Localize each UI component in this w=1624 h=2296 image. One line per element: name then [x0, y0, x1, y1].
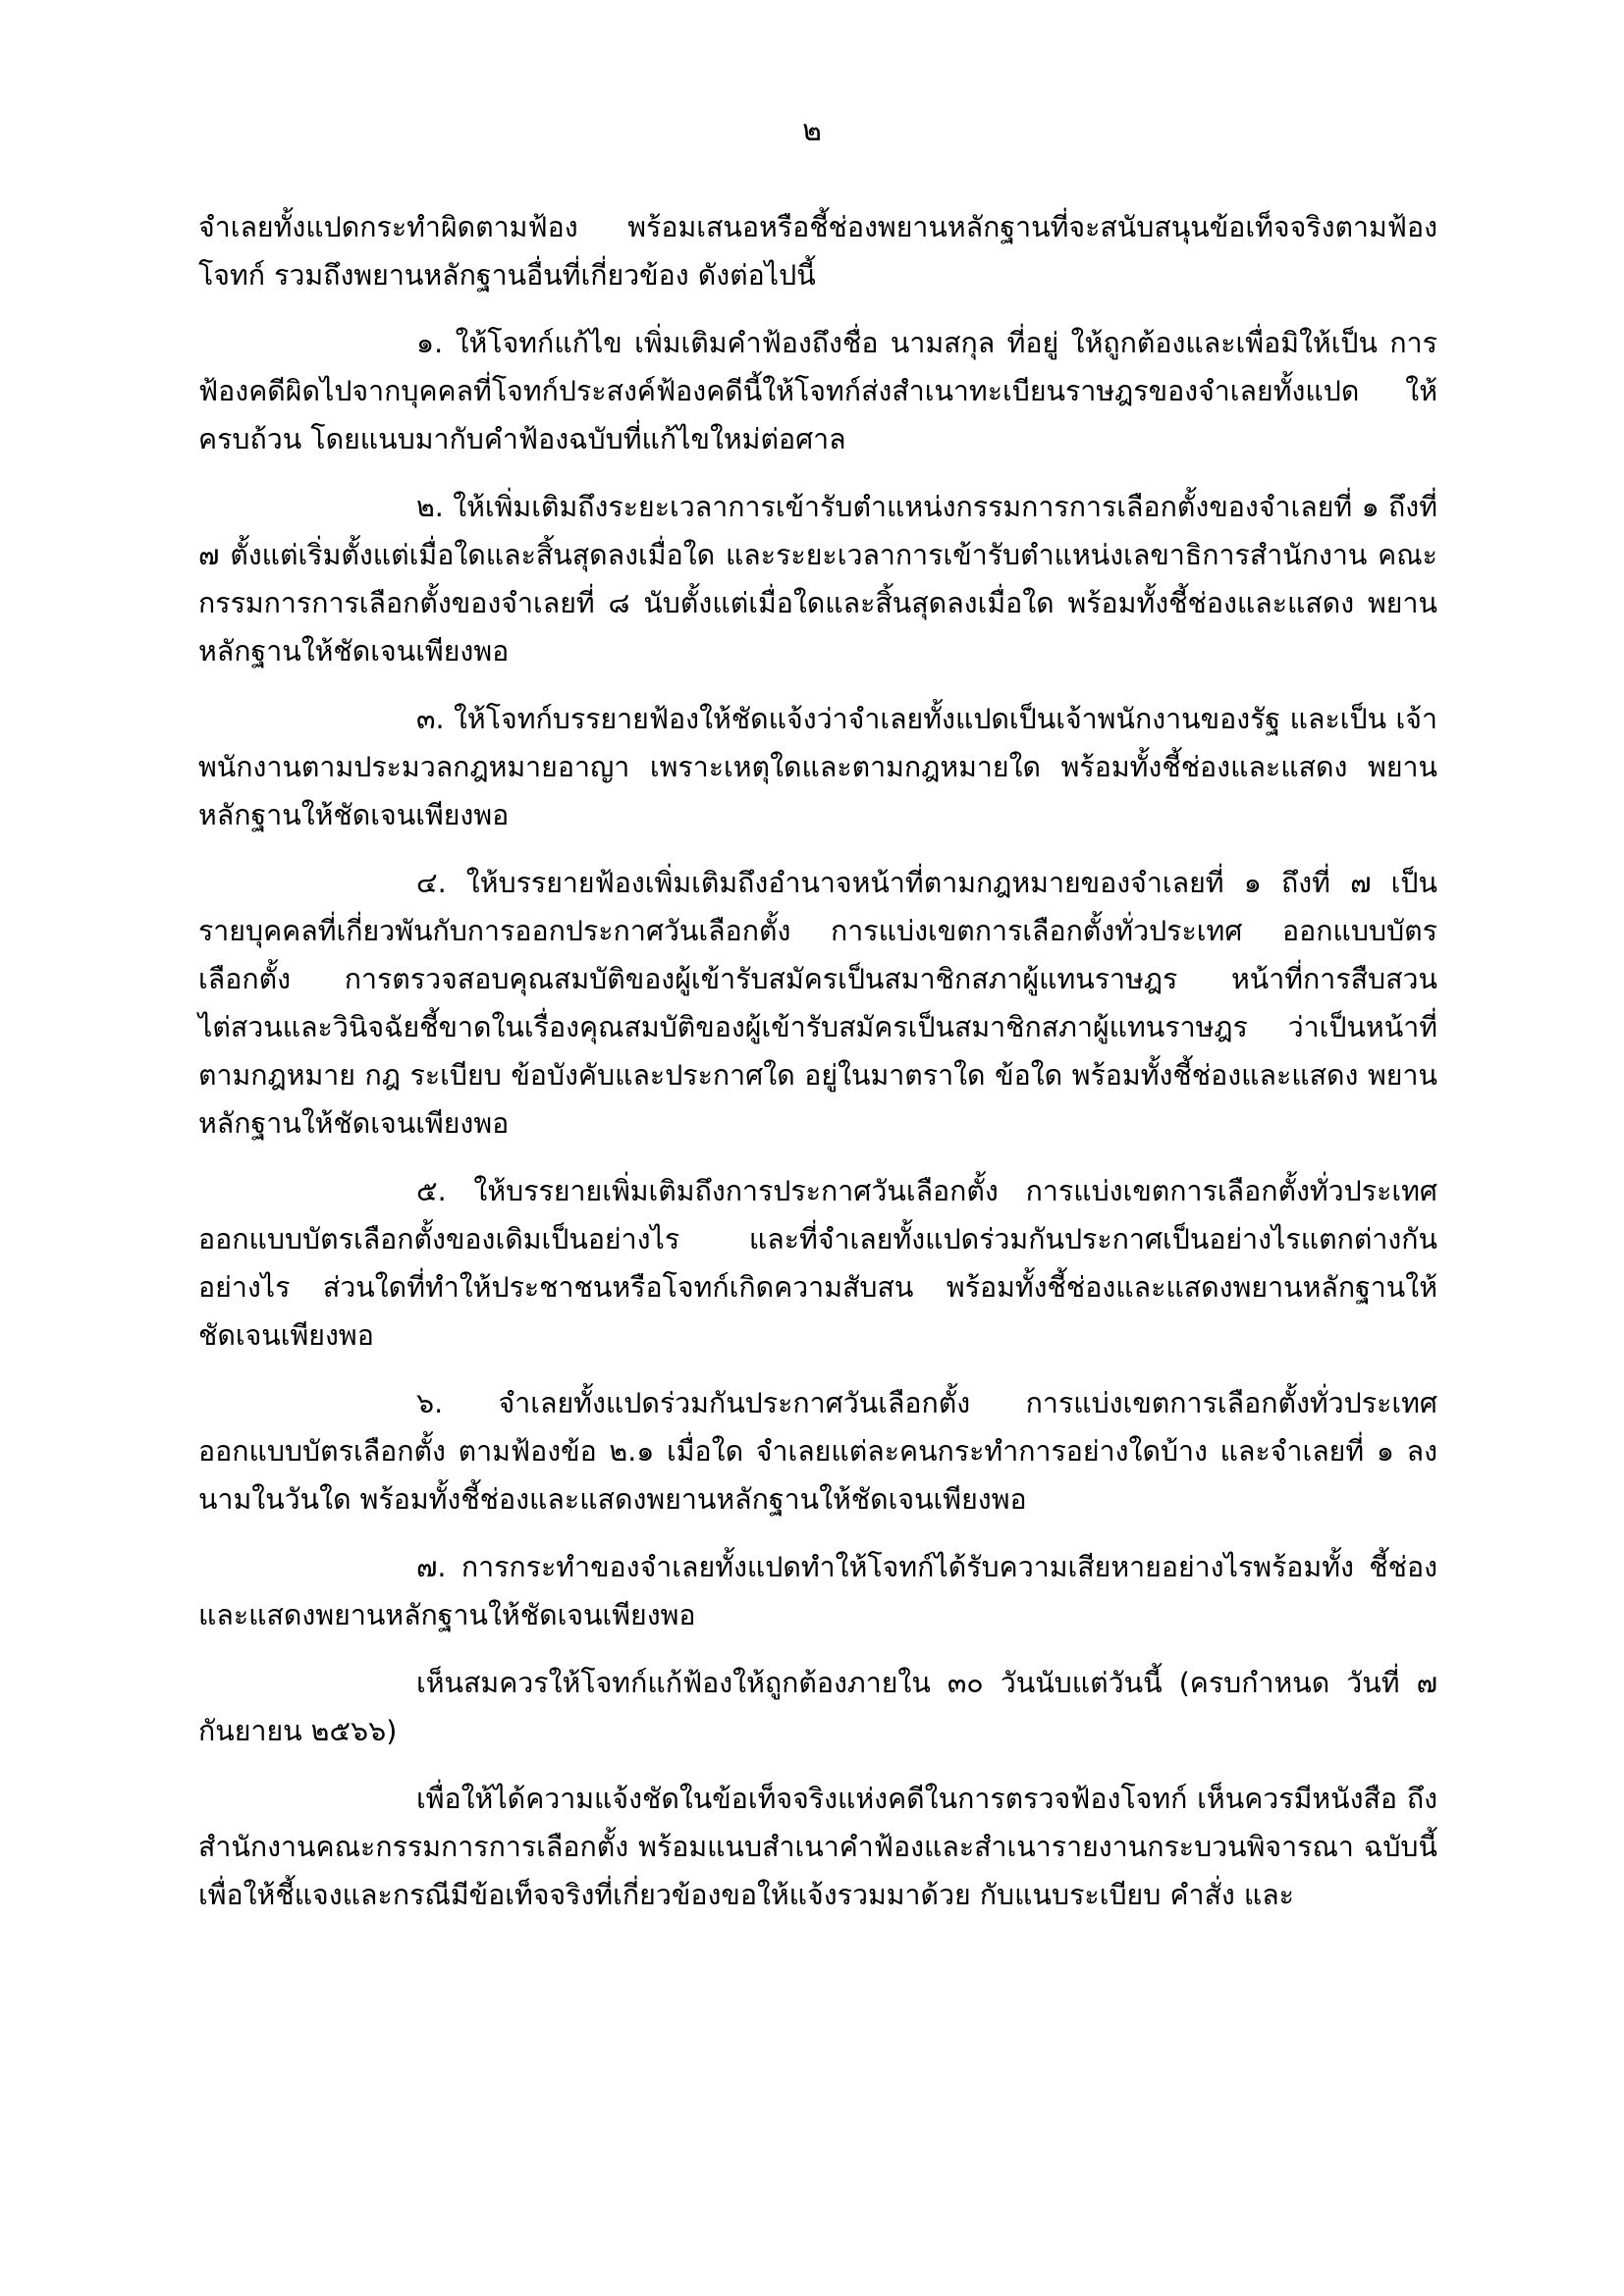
paragraph-item-6: ๖. จำเลยทั้งแปดร่วมกันประกาศวันเลือกตั้ง การแบ่งเขตการเลือกตั้งทั่วประเทศ ออกแบบบัตรเลือกตั้ง ตามฟ้องข้อ ๒.๑ เมื่อใด จำเลยแต่ละคนกระทำการอย่างใดบ้าง และจำเลยที่ ๑ ลงนามในวันใด พร้อมทั้งชี้ช่องและแสดงพยานหลักฐานให้ชัดเจนเพียงพอ — [198, 1387, 1437, 1516]
paragraph-letter-request: เพื่อให้ได้ความแจ้งชัดในข้อเท็จจริงแห่งคดีในการตรวจฟ้องโจทก์ เห็นควรมีหนังสือ ถึงสำนักงานคณะกรรมการการเลือกตั้ง พร้อมแนบสำเนาคำฟ้องและสำเนารายงานกระบวนพิจารณา ฉบับนี้ เพื่อให้ชี้แจงและกรณีมีข้อเท็จจริงที่เกี่ยวข้องขอให้แจ้งรวมมาด้วย กับแนบระเบียบ คำสั่ง และ — [198, 1783, 1437, 1911]
paragraph-item-3: ๓. ให้โจทก์บรรยายฟ้องให้ชัดแจ้งว่าจำเลยทั้งแปดเป็นเจ้าพนักงานของรัฐ และเป็น เจ้าพนักงานตามประมวลกฎหมายอาญา เพราะเหตุใดและตามกฎหมายใด พร้อมทั้งชี้ช่องและแสดง พยานหลักฐานให้ชัดเจนเพียงพอ — [198, 703, 1437, 831]
document-body — [198, 203, 1437, 1939]
paragraph-item-1: ๑. ให้โจทก์แก้ไข เพิ่มเติมคำฟ้องถึงชื่อ นามสกุล ที่อยู่ ให้ถูกต้องและเพื่อมิให้เป็น การฟ้องคดีผิดไปจากบุคคลที่โจทก์ประสงค์ฟ้องคดีนี้ให้โจทก์ส่งสำเนาทะเบียนราษฎรของจำเลยทั้งแปด ให้ครบถ้วน โดยแนบมากับคำฟ้องฉบับที่แก้ไขใหม่ต่อศาล — [198, 327, 1437, 455]
paragraph-item-2: ๒. ให้เพิ่มเติมถึงระยะเวลาการเข้ารับตำแหน่งกรรมการการเลือกตั้งของจำเลยที่ ๑ ถึงที่ ๗ ตั้งแต่เริ่มตั้งแต่เมื่อใดและสิ้นสุดลงเมื่อใด และระยะเวลาการเข้ารับตำแหน่งเลขาธิการสำนักงาน คณะกรรมการการเลือกตั้งของจำเลยที่ ๘ นับตั้งแต่เมื่อใดและสิ้นสุดลงเมื่อใด พร้อมทั้งชี้ช่องและแสดง พยานหลักฐานให้ชัดเจนเพียงพอ — [198, 491, 1437, 667]
paragraph-intro: จำเลยทั้งแปดกระทำผิดตามฟ้อง พร้อมเสนอหรือชี้ช่องพยานหลักฐานที่จะสนับสนุนข้อเท็จจริงตามฟ้อง โจทก์ รวมถึงพยานหลักฐานอื่นที่เกี่ยวข้อง ดังต่อไปนี้ — [198, 211, 1437, 292]
page-number: ๒ — [802, 114, 822, 148]
paragraph-item-4: ๔. ให้บรรยายฟ้องเพิ่มเติมถึงอำนาจหน้าที่ตามกฎหมายของจำเลยที่ ๑ ถึงที่ ๗ เป็น รายบุคคลที่เกี่ยวพันกับการออกประกาศวันเลือกตั้ง การแบ่งเขตการเลือกตั้งทั่วประเทศ ออกแบบบัตร เลือกตั้ง การตรวจสอบคุณสมบัติของผู้เข้ารับสมัครเป็นสมาชิกสภาผู้แทนราษฎร หน้าที่การสืบสวน ไต่สวนและวินิจฉัยชี้ขาดในเรื่องคุณสมบัติของผู้เข้ารับสมัครเป็นสมาชิกสภาผู้แทนราษฎร ว่าเป็นหน้าที่ ตามกฎหมาย กฎ ระเบียบ ข้อบังคับและประกาศใด อยู่ในมาตราใด ข้อใด พร้อมทั้งชี้ช่องและแสดง พยานหลักฐานให้ชัดเจนเพียงพอ — [198, 867, 1437, 1140]
paragraph-item-5: ๕. ให้บรรยายเพิ่มเติมถึงการประกาศวันเลือกตั้ง การแบ่งเขตการเลือกตั้งทั่วประเทศ ออกแบบบัตรเลือกตั้งของเดิมเป็นอย่างไร และที่จำเลยทั้งแปดร่วมกันประกาศเป็นอย่างไรแตกต่างกัน อย่างไร ส่วนใดที่ทำให้ประชาชนหรือโจทก์เกิดความสับสน พร้อมทั้งชี้ช่องและแสดงพยานหลักฐานให้ ชัดเจนเพียงพอ — [198, 1175, 1437, 1352]
paragraph-deadline: เห็นสมควรให้โจทก์แก้ฟ้องให้ถูกต้องภายใน ๓๐ วันนับแต่วันนี้ (ครบกำหนด วันที่ ๗ กันยายน ๒๕๖๖) — [198, 1667, 1437, 1747]
paragraph-item-7: ๗. การกระทำของจำเลยทั้งแปดทำให้โจทก์ได้รับความเสียหายอย่างไรพร้อมทั้ง ชี้ช่องและแสดงพยานหลักฐานให้ชัดเจนเพียงพอ — [198, 1551, 1437, 1631]
